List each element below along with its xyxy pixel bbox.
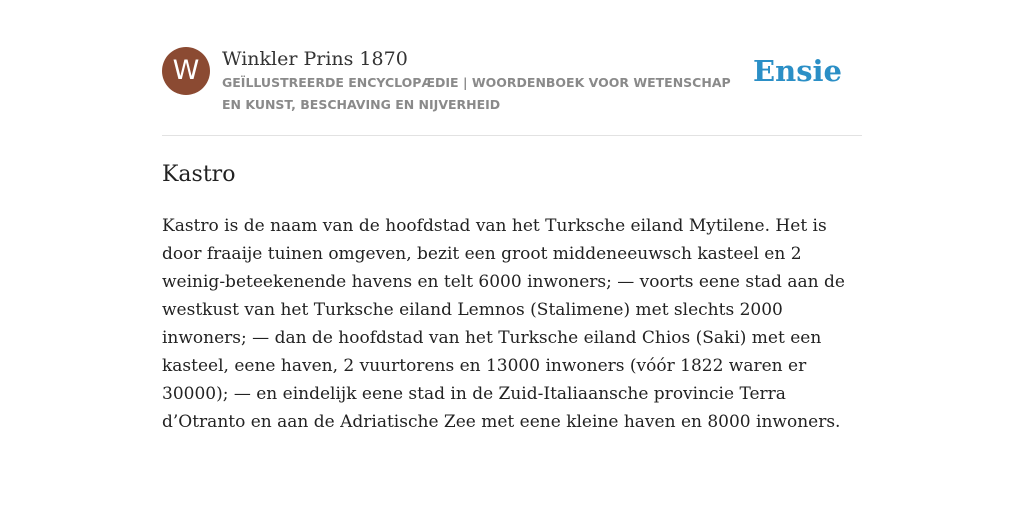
- source-subtitle: GEÏLLUSTREERDE ENCYCLOPÆDIE | WOORDENBOEK VOOR WETENSCHAP EN KUNST, BESCHAVING EN NIJVERHEID: [222, 75, 731, 112]
- source-avatar[interactable]: W: [162, 47, 210, 95]
- divider: [162, 135, 862, 136]
- ensie-logo[interactable]: Ensie: [753, 54, 842, 88]
- entry-title: Kastro: [162, 162, 236, 187]
- source-title[interactable]: Winkler Prins 1870: [222, 48, 408, 70]
- entry-body: Kastro is de naam van de hoofdstad van het Turksche eiland Mytilene. Het is door fraaije tuinen omgeven, bezit een groot middeneeuwsch kasteel en 2 weinig-beteekenende havens en telt 6000 inwoners; — voorts eene stad aan de westkust van het Turksche eiland Lemnos (Stalimene) met slechts 2000 inwoners; — dan de hoofdstad van het Turksche eiland Chios (Saki) met een kasteel, eene haven, 2 vuurtorens en 13000 inwoners (vóór 1822 waren er 30000); — en eindelijk eene stad in de Zuid-Italiaansche provincie Terra d’Otranto en aan de Adriatische Zee met eene kleine haven en 8000 inwoners.: [162, 216, 845, 432]
- source-header: [162, 47, 862, 117]
